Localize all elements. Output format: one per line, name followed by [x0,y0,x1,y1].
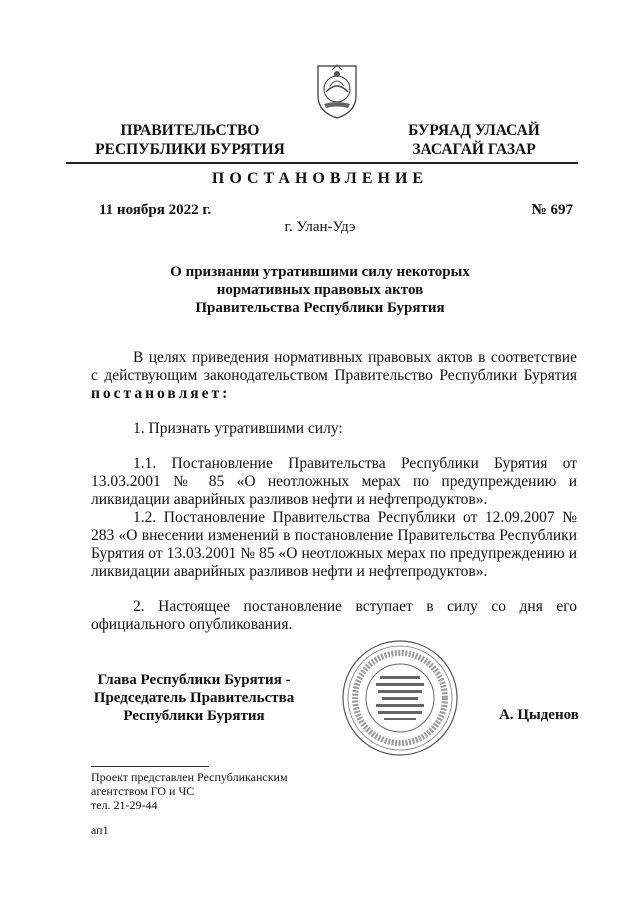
document-body [91,349,577,634]
footer-divider [91,766,209,767]
coat-of-arms-icon [314,62,360,120]
position-line1: Глава Республики Бурятия - [97,672,291,688]
resolves-word: постановляет: [91,385,231,402]
item-1: 1. Признать утратившими силу: [133,420,343,437]
document-date: 11 ноября 2022 г. [99,202,212,218]
document-number: № 697 [531,202,573,218]
signatory-name: А. Цыденов [499,707,579,723]
header-right [404,121,544,159]
position-line2: Председатель Правительства [93,690,295,706]
footer-line1: Проект представлен Республиканским [91,770,288,784]
document-city: г. Улан-Удэ [284,219,356,235]
header-left-line2: РЕСПУБЛИКИ БУРЯТИЯ [95,141,285,158]
header-right-line2: ЗАСАГАЙ ГАЗАР [412,141,536,158]
header-right-line1: БУРЯАД УЛАСАЙ [408,122,540,139]
footer-line3: тел. 21-29-44 [91,798,158,812]
preamble [91,349,577,403]
header-divider [66,162,578,164]
subject-line3: Правительства Республики Бурятия [195,300,445,316]
header-left-line1: ПРАВИТЕЛЬСТВО [120,122,260,139]
header-left [92,121,288,159]
item-1-2: 1.2. Постановление Правительства Республики от 12.09.2007 № 283 «О внесении изменений в постановление Правительства Республики Бурятия от 13.03.2001 № 85 «О неотложных мерах по предупреждению и ликвидации аварийных разливов нефти и нефтепродуктов». [91,509,577,580]
official-seal-icon [340,638,460,758]
subject-line1: О признании утратившими силу некоторых [170,264,470,280]
subject-line2: нормативных правовых актов [216,282,424,298]
footer-line2: агентством ГО и ЧС [91,784,195,798]
preamble-text: В целях приведения нормативных правовых актов в соответствие с действующим законодательством Правительство Республики Бурятия [91,349,577,384]
signatory-position [70,671,318,725]
position-line3: Республики Бурятия [123,708,265,724]
item-2: 2. Настоящее постановление вступает в силу со дня его официального опубликования. [91,598,577,633]
document-code: ап1 [91,823,109,837]
document-subject [120,263,520,317]
document-title: ПОСТАНОВЛЕНИЕ [211,170,429,187]
item-1-1: 1.1. Постановление Правительства Республики Бурятия от 13.03.2001 № 85 «О неотложных мерах по предупреждению и ликвидации аварийных разливов нефти и нефтепродуктов». [91,455,577,508]
footer-note [91,770,288,812]
